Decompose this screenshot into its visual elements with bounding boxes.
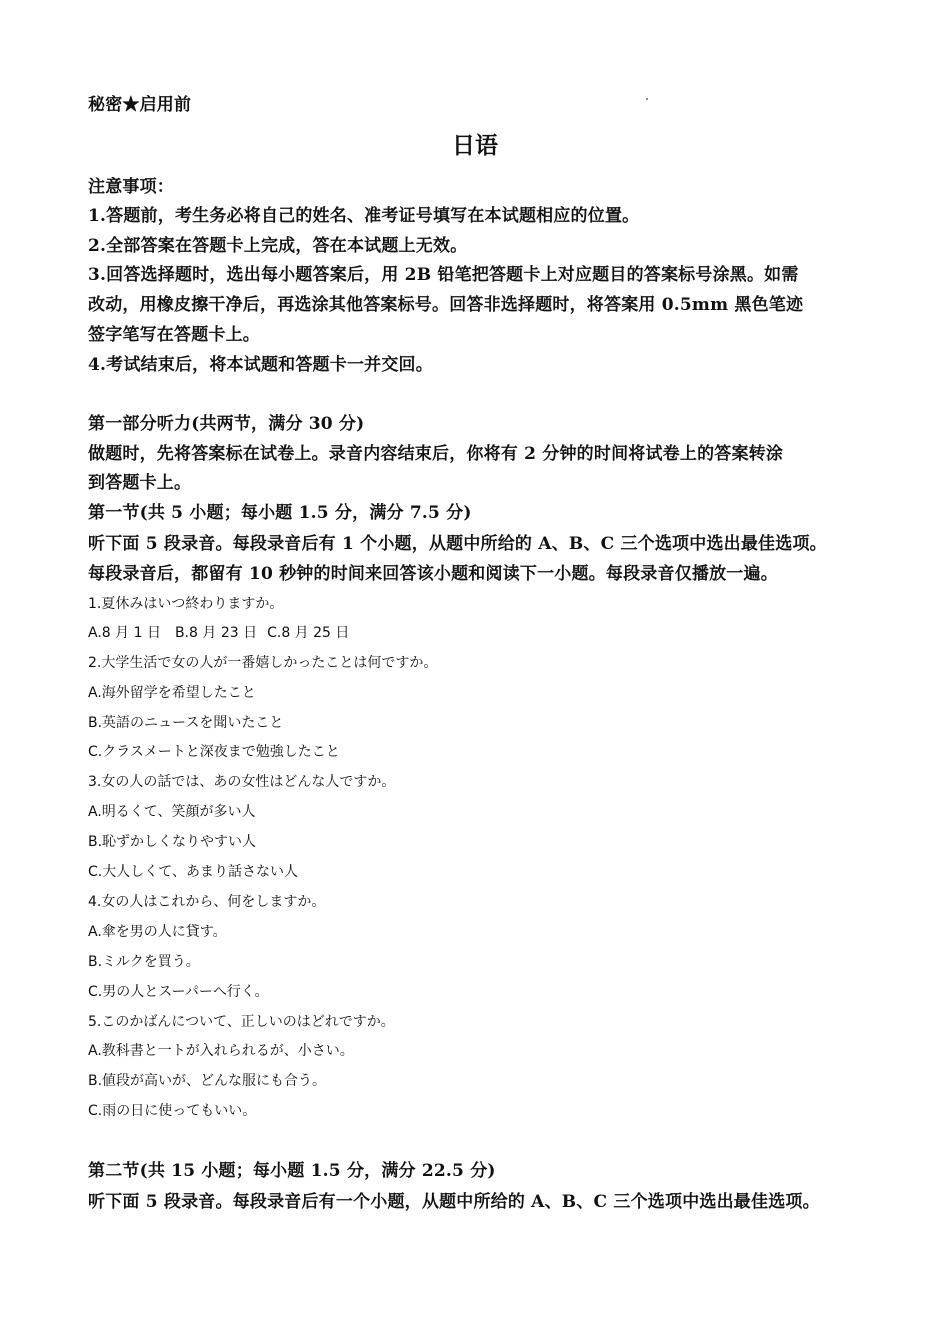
section2-heading: 第二节(共 15 小题；每小题 1.5 分，满分 22.5 分) — [88, 1161, 496, 1181]
notice-heading: 注意事项： — [88, 177, 174, 197]
scan-speck — [646, 98, 648, 100]
q2-option-b: B.英語のニュースを聞いたこと — [88, 715, 284, 731]
q2-question: 2.大学生活で女の人が一番嬉しかったことは何ですか。 — [88, 655, 438, 671]
section2-instruction: 听下面 5 段录音。每段录音后有一个小题，从题中所给的 A、B、C 三个选项中选出最佳选项。 — [88, 1192, 820, 1212]
notice-line-2: 2.全部答案在答题卡上完成，答在本试题上无效。 — [88, 236, 468, 256]
confidential-label: 秘密★启用前 — [88, 95, 192, 115]
part1-instruction-1: 做题时，先将答案标在试卷上。录音内容结束后，你将有 2 分钟的时间将试卷上的答案转涂 — [88, 444, 784, 464]
q1-option-a: A.8 月 1 日 — [88, 625, 161, 641]
q4-option-c: C.男の人とスーパーへ行く。 — [88, 984, 269, 1000]
q3-question: 3.女の人の話では、あの女性はどんな人ですか。 — [88, 774, 396, 790]
notice-line-6: 4.考试结束后，将本试题和答题卡一并交回。 — [88, 355, 433, 375]
q3-option-b: B.恥ずかしくなりやすい人 — [88, 834, 257, 850]
q4-option-b: B.ミルクを買う。 — [88, 954, 200, 970]
section1-heading: 第一节(共 5 小题；每小题 1.5 分，满分 7.5 分) — [88, 503, 472, 523]
part1-instruction-2: 到答题卡上。 — [88, 473, 192, 493]
q1-question: 1.夏休みはいつ終わりますか。 — [88, 596, 284, 612]
q5-question: 5.このかばんについて、正しいのはどれですか。 — [88, 1014, 395, 1030]
notice-line-4: 改动，用橡皮擦干净后，再选涂其他答案标号。回答非选择题时，将答案用 0.5mm 黑色笔迹 — [88, 295, 804, 315]
section1-instruction-2: 每段录音后，都留有 10 秒钟的时间来回答该小题和阅读下一小题。每段录音仅播放一遍。 — [88, 564, 778, 584]
q5-option-c: C.雨の日に使ってもいい。 — [88, 1103, 257, 1119]
q5-option-a: A.教科書と一トが入れられるが、小さい。 — [88, 1043, 354, 1059]
q4-question: 4.女の人はこれから、何をしますか。 — [88, 894, 326, 910]
part1-heading: 第一部分听力(共两节，满分 30 分) — [88, 414, 365, 434]
q1-option-b: B.8 月 23 日 — [174, 625, 258, 641]
q1-options — [88, 623, 349, 643]
q1-option-c: C.8 月 25 日 — [267, 625, 350, 641]
q3-option-c: C.大人しくて、あまり話さない人 — [88, 864, 298, 880]
q2-option-c: C.クラスメートと深夜まで勉強したこと — [88, 744, 340, 760]
notice-line-3: 3.回答选择题时，选出每小题答案后，用 2B 铅笔把答题卡上对应题目的答案标号涂黑。如需 — [88, 265, 799, 285]
page-title: 日语 — [452, 132, 498, 159]
q3-option-a: A.明るくて、笑顔が多い人 — [88, 804, 256, 820]
section1-instruction-1: 听下面 5 段录音。每段录音后有 1 个小题，从题中所给的 A、B、C 三个选项中选出最佳选项。 — [88, 534, 827, 554]
q2-option-a: A.海外留学を希望したこと — [88, 685, 256, 701]
notice-line-1: 1.答题前，考生务必将自己的姓名、准考证号填写在本试题相应的位置。 — [88, 206, 640, 226]
notice-line-5: 签字笔写在答题卡上。 — [88, 325, 260, 345]
q5-option-b: B.値段が高いが、どんな服にも合う。 — [88, 1073, 327, 1089]
q4-option-a: A.傘を男の人に貸す。 — [88, 924, 227, 940]
